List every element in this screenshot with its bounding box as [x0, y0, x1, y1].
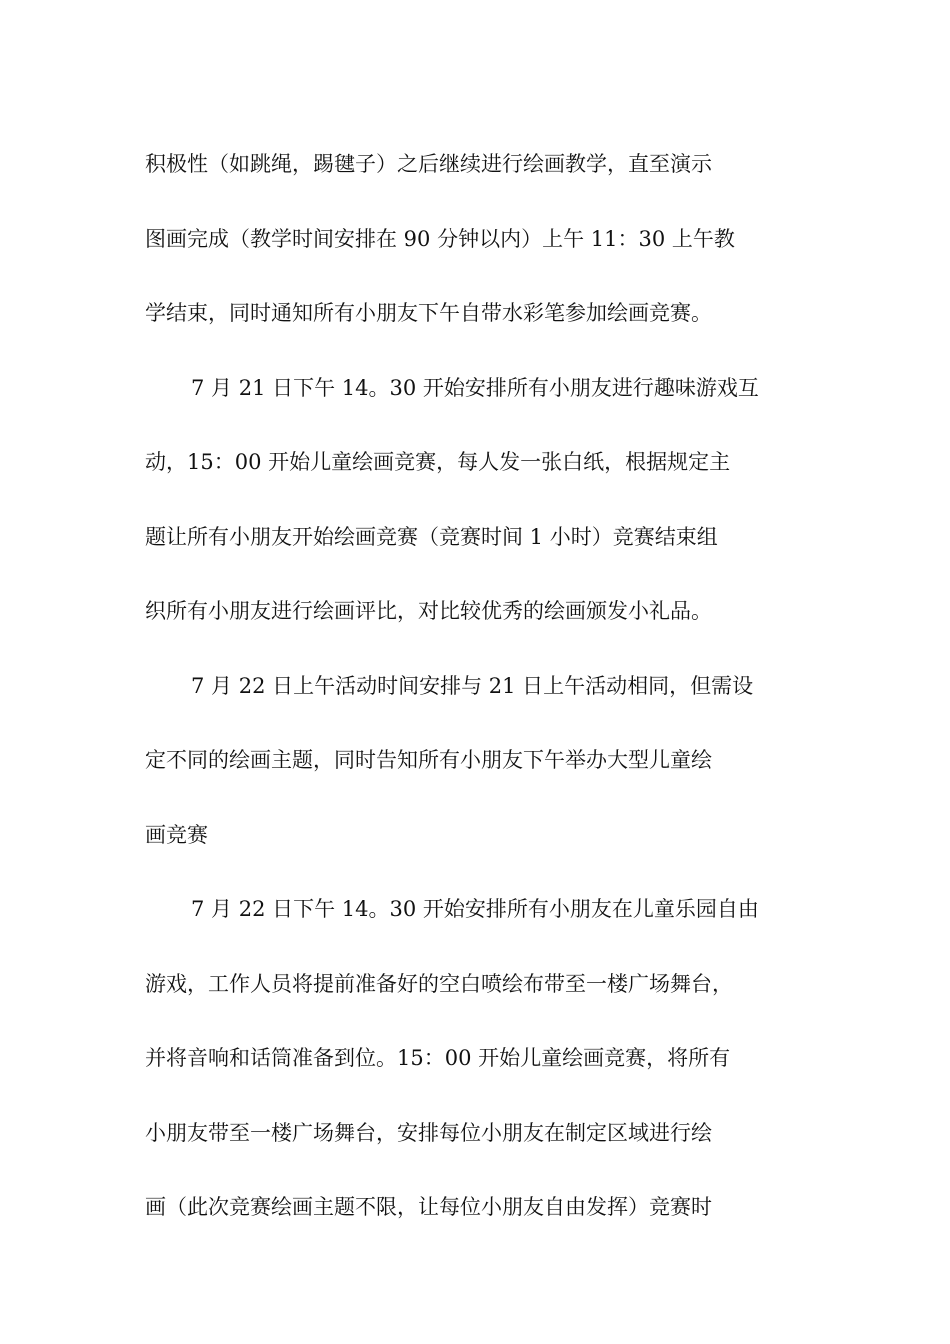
- paragraph-first-line: 7 月 22 日上午活动时间安排与 21 日上午活动相同，但需设: [191, 673, 754, 698]
- text-line: 积极性（如跳绳，踢毽子）之后继续进行绘画教学，直至演示: [145, 152, 712, 176]
- paragraph-first-line: 7 月 22 日下午 14。30 开始安排所有小朋友在儿童乐园自由: [191, 897, 759, 921]
- text-line: 定不同的绘画主题，同时告知所有小朋友下午举办大型儿童绘: [145, 748, 712, 772]
- text-line: 游戏，工作人员将提前准备好的空白喷绘布带至一楼广场舞台，: [145, 971, 733, 996]
- text-line: 学结束，同时通知所有小朋友下午自带水彩笔参加绘画竞赛。: [145, 301, 712, 325]
- text-line: 小朋友带至一楼广场舞台，安排每位小朋友在制定区域进行绘: [145, 1120, 712, 1145]
- text-line: 图画完成（教学时间安排在 90 分钟以内）上午 11：30 上午教: [145, 226, 735, 251]
- text-line: 动，15：00 开始儿童绘画竞赛，每人发一张白纸，根据规定主: [145, 450, 731, 474]
- text-line: 织所有小朋友进行绘画评比，对比较优秀的绘画颁发小礼品。: [145, 599, 712, 623]
- text-line: 题让所有小朋友开始绘画竞赛（竞赛时间 1 小时）竞赛结束组: [145, 524, 718, 549]
- text-line: 画（此次竞赛绘画主题不限，让每位小朋友自由发挥）竞赛时: [145, 1195, 712, 1219]
- document-body: [145, 127, 835, 1245]
- text-line: 并将音响和话筒准备到位。15：00 开始儿童绘画竞赛，将所有: [145, 1046, 731, 1070]
- paragraph-first-line: 7 月 21 日下午 14。30 开始安排所有小朋友进行趣味游戏互: [191, 375, 759, 400]
- text-line: 画竞赛: [145, 822, 208, 847]
